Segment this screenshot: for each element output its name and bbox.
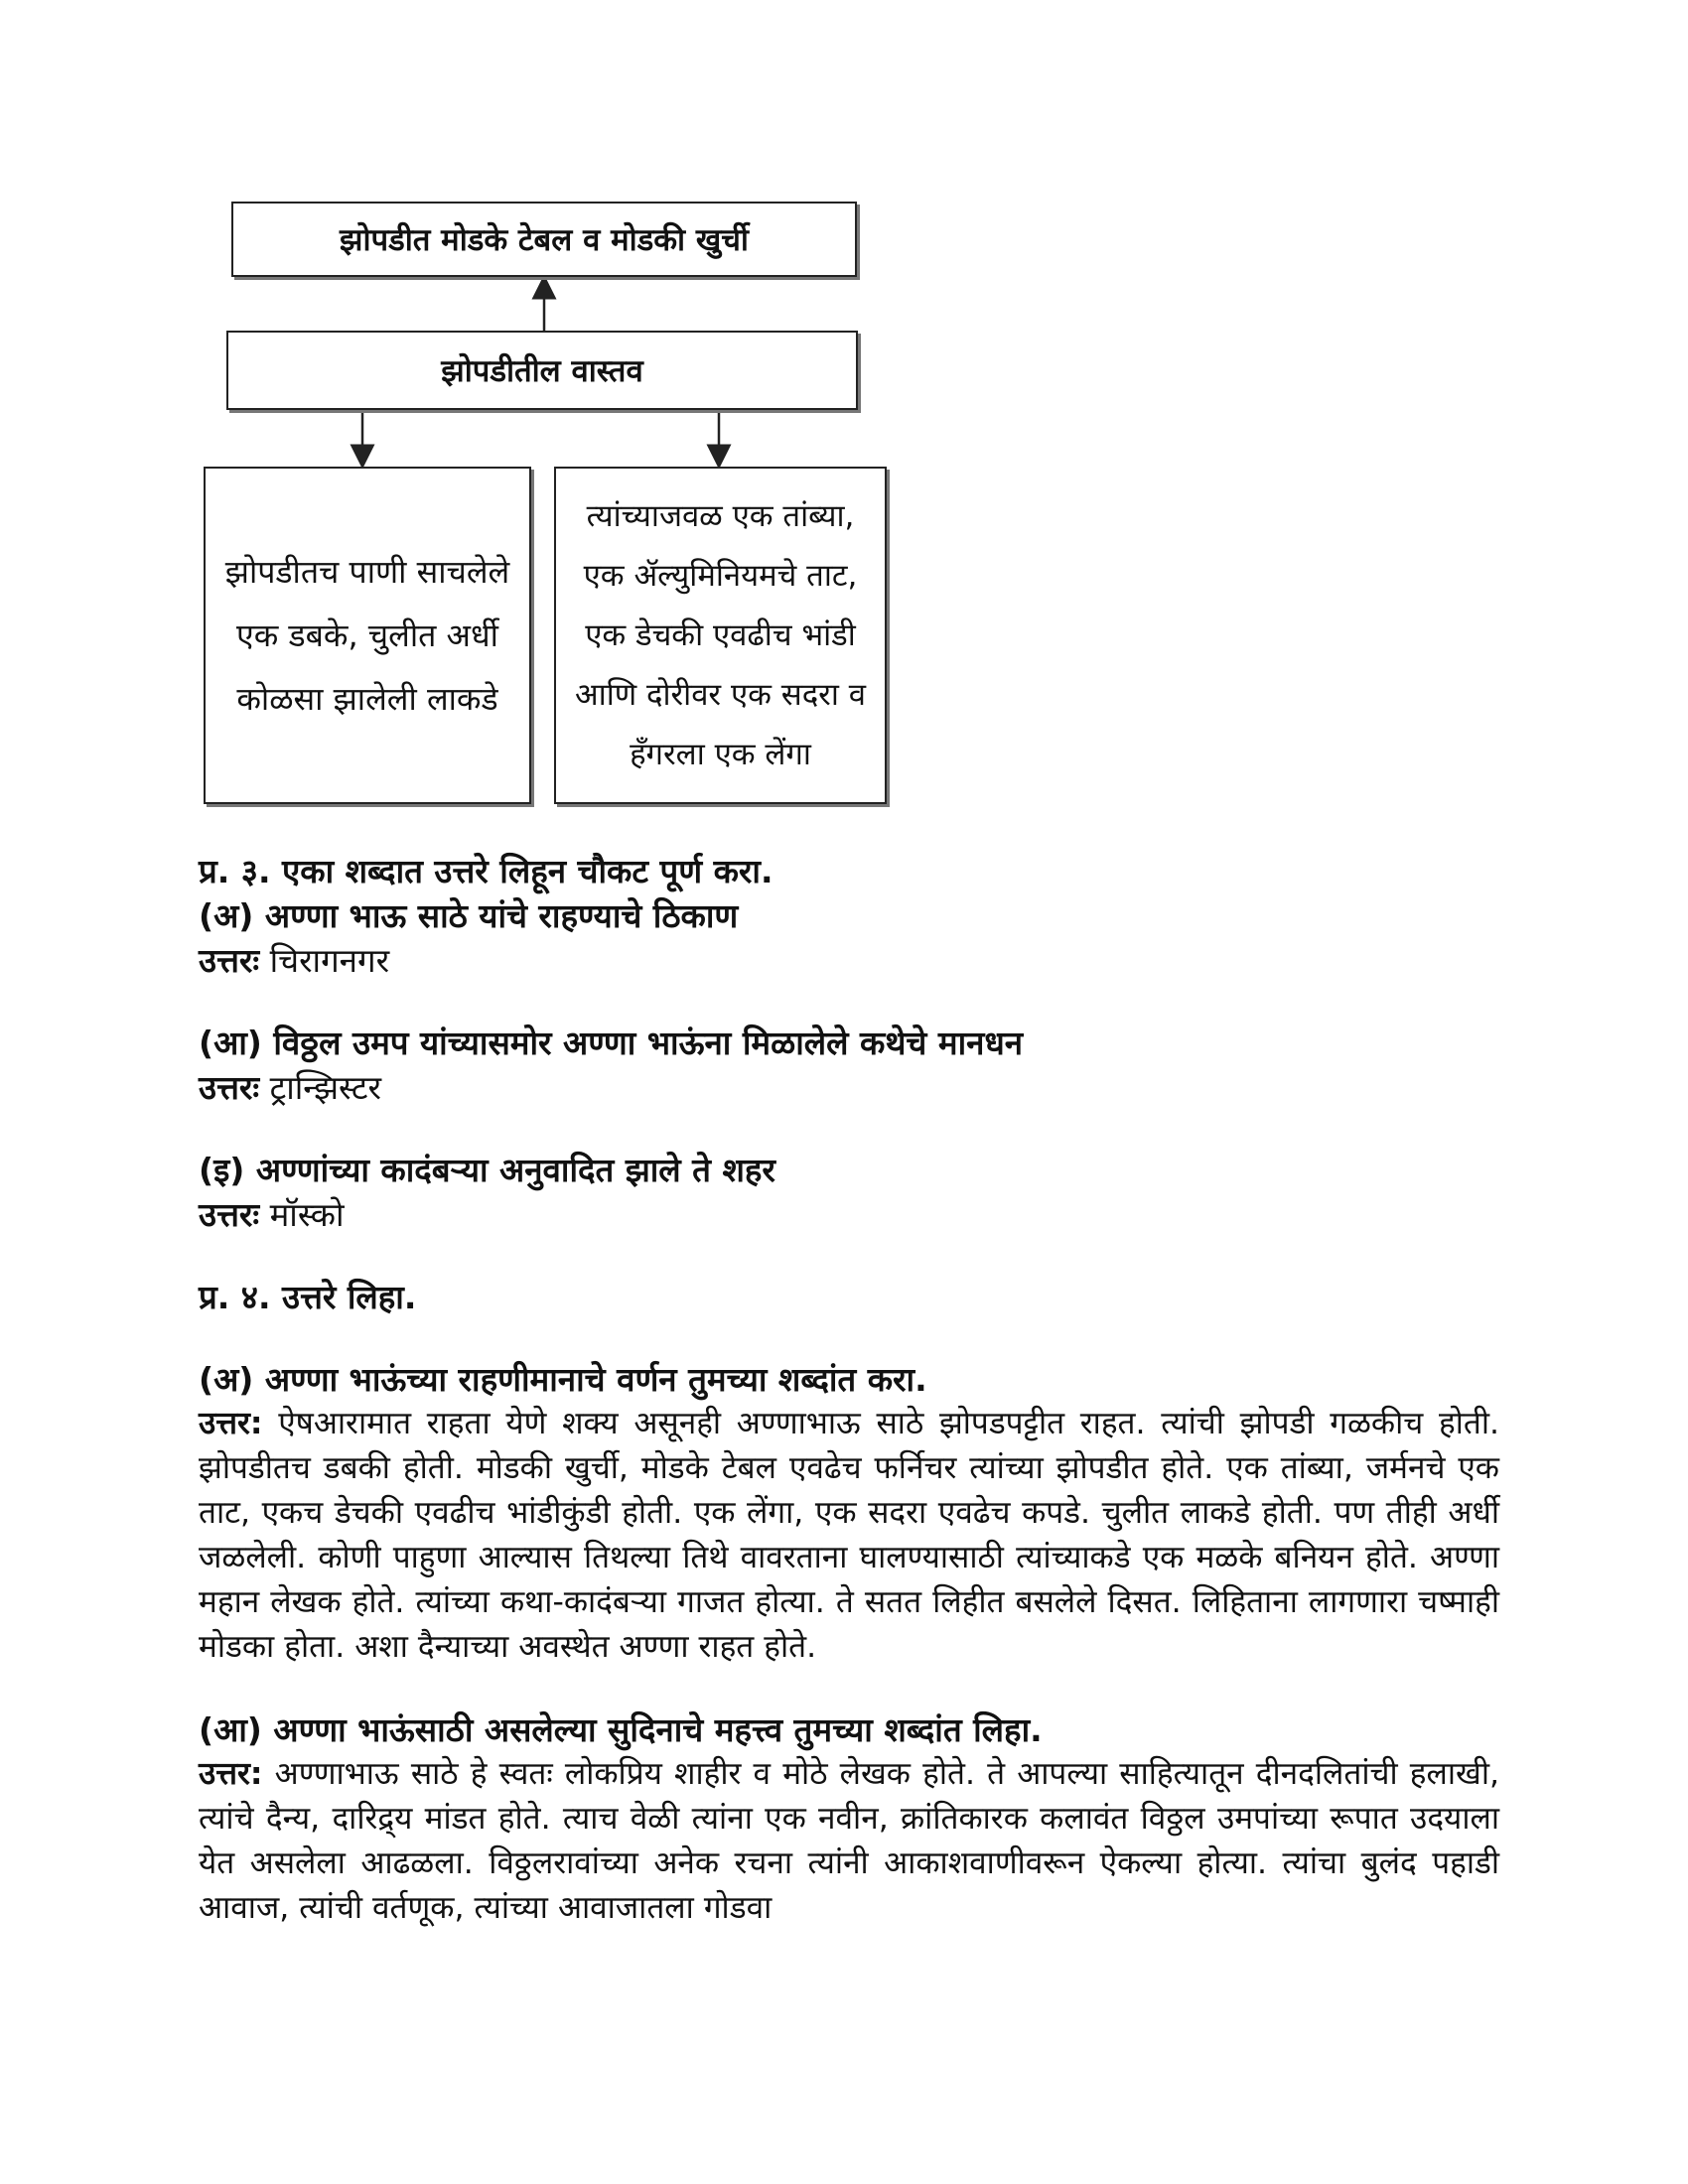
diagram-middle-text: झोपडीतील वास्तव xyxy=(441,353,643,389)
q4-b-answer: अण्णाभाऊ साठे हे स्वतः लोकप्रिय शाहीर व मोठे लेखक होते. ते आपल्या साहित्यातून दीनदलितांची हलाखी, त्यांचे दैन्य, दारिद्र्य मांडत होते. त्याच वेळी त्यांना एक नवीन, क्रांतिकारक कलावंत विठ्ठल उमपांच्या रूपात उदयाला येत असलेला आढळला. विठ्ठलरावांच्या अनेक रचना त्यांनी आकाशवाणीवरून ऐकल्या होत्या. त्यांचा बुलंद पहाडी आवाज, त्यांची वर्तणूक, त्यांच्या आवाजातला गोडवा xyxy=(199,1756,1499,1926)
q3-b-question: (आ) विठ्ठल उमप यांच्यासमोर अण्णा भाऊंना मिळालेले कथेचे मानधन xyxy=(199,1024,1024,1062)
q4-heading: प्र. ४. उत्तरे लिहा. xyxy=(199,1278,417,1316)
document-body xyxy=(199,849,1499,1931)
q4-a-question: (अ) अण्णा भाऊंच्या राहणीमानाचे वर्णन तुमच्या शब्दांत करा. xyxy=(199,1360,927,1399)
diagram-top-text: झोपडीत मोडके टेबल व मोडकी खुर्ची xyxy=(340,222,749,258)
q3-a-question: (अ) अण्णा भाऊ साठे यांचे राहण्याचे ठिकाण xyxy=(199,896,739,935)
q3-b-answer: ट्रान्झिस्टर xyxy=(269,1068,382,1107)
diagram-right-box xyxy=(554,467,887,804)
q3-b-answer-line xyxy=(199,1065,1499,1110)
diagram-right-text: त्यांच्याजवळ एक तांब्या, एक ॲल्युमिनियमचे ताट, एक डेचकी एवढीच भांडी आणि दोरीवर एक सदरा व हँगरला एक लेंगा xyxy=(575,498,866,772)
q3-c-question: (इ) अण्णांच्या कादंबऱ्या अनुवादित झाले ते शहर xyxy=(199,1151,775,1189)
q3-a-answer: चिरागनगर xyxy=(269,941,390,980)
answer-label: उत्तरः xyxy=(199,1195,260,1234)
diagram-middle-box xyxy=(226,331,858,410)
diagram-left-box xyxy=(204,467,531,804)
concept-diagram xyxy=(0,0,1688,824)
q4-a-answer-paragraph xyxy=(199,1402,1499,1670)
diagram-top-box xyxy=(231,202,857,277)
q4-b-answer-paragraph xyxy=(199,1752,1499,1931)
answer-label: उत्तरः xyxy=(199,1068,260,1107)
q3-c-answer-line xyxy=(199,1192,1499,1237)
q4-a-answer: ऐषआरामात राहता येणे शक्य असूनही अण्णाभाऊ साठे झोपडपट्टीत राहत. त्यांची झोपडी गळकीच होती. झोपडीतच डबकी होती. मोडकी खुर्ची, मोडके टेबल एवढेच फर्निचर त्यांच्या झोपडीत होते. एक तांब्या, जर्मनचे एक ताट, एकच डेचकी एवढीच भांडीकुंडी होती. एक लेंगा, एक सदरा एवढेच कपडे. चुलीत लाकडे होती. पण तीही अर्धी जळलेली. कोणी पाहुणा आल्यास तिथल्या तिथे वावरताना घालण्यासाठी त्यांच्याकडे एक मळके बनियन होते. अण्णा महान लेखक होते. त्यांच्या कथा-कादंबऱ्या गाजत होत्या. ते सतत लिहीत बसलेले दिसत. लिहिताना लागणारा चष्माही मोडका होता. अशा दैन्याच्या अवस्थेत अण्णा राहत होते. xyxy=(199,1406,1500,1665)
answer-label: उत्तरः xyxy=(199,941,260,980)
answer-label: उत्तर: xyxy=(199,1756,263,1792)
answer-label: उत्तर: xyxy=(199,1406,263,1441)
q3-c-answer: मॉस्को xyxy=(269,1195,345,1234)
q4-b-question: (आ) अण्णा भाऊंसाठी असलेल्या सुदिनाचे महत्त्व तुमच्या शब्दांत लिहा. xyxy=(199,1710,1043,1749)
diagram-left-text: झोपडीतच पाणी साचलेले एक डबके, चुलीत अर्धी कोळसा झालेली लाकडे xyxy=(224,553,510,718)
q3-heading: प्र. ३. एका शब्दात उत्तरे लिहून चौकट पूर्ण करा. xyxy=(199,852,774,890)
q3-a-answer-line xyxy=(199,938,1499,983)
